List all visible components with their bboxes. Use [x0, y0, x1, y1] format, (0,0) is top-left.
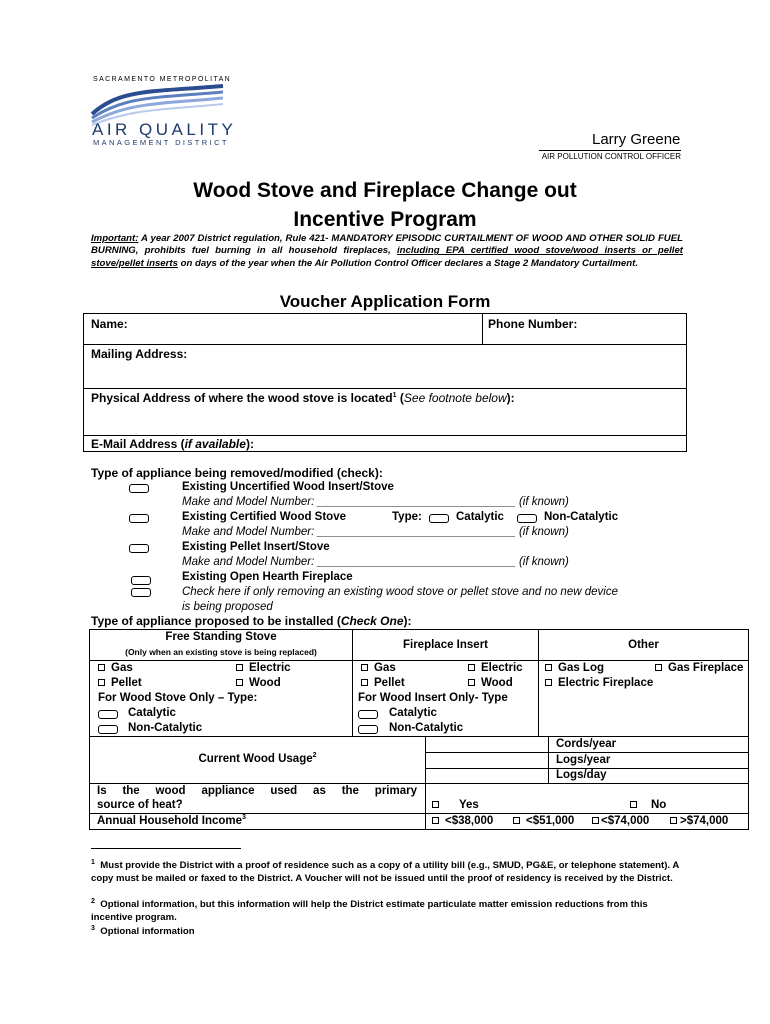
stove-pellet-option[interactable]: Pellet	[98, 677, 142, 689]
opt-pellet: Existing Pellet Insert/Stove	[182, 541, 330, 553]
important-notice: Important: A year 2007 District regulation, Rule 421- MANDATORY EPISODIC CURTAILMENT OF WOOD AND OTHER SOLID FUEL BURNING, prohibits fuel burning in all household fireplaces, including EPA certified wood stove/wood inserts or pellet stove/pellet inserts on days of the year when the Air Pollution Control Officer declares a Stage 2 Mandatory Curtailment.	[91, 233, 683, 269]
open-hearth-checkbox[interactable]	[131, 576, 151, 585]
stove-title: Free Standing Stove	[165, 631, 277, 643]
opt-certified: Existing Certified Wood Stove	[182, 511, 346, 523]
insert-pellet-option[interactable]: Pellet	[361, 677, 405, 689]
uncertified-checkbox[interactable]	[129, 484, 149, 493]
primary-no-option[interactable]: No	[630, 799, 666, 811]
phone-field[interactable]: Phone Number:	[488, 317, 578, 331]
physical-address-field[interactable]: Physical Address of where the wood stove is located$^1$ (See footnote below):	[91, 391, 515, 405]
insert-gas-option[interactable]: Gas	[361, 662, 396, 674]
insert-title: Fireplace Insert	[402, 639, 488, 651]
insert-noncatalytic-label: Non-Catalytic	[389, 722, 464, 734]
removal-only-checkbox[interactable]	[131, 588, 151, 597]
applicant-info-table	[83, 313, 687, 452]
proposed-heading: Type of appliance proposed to be installed (Check One):	[91, 614, 412, 628]
primary-heat-question: Is the wood appliance used as the primary	[97, 785, 417, 797]
primary-heat-question-cont: source of heat?	[97, 799, 183, 811]
name-field[interactable]: Name:	[91, 317, 128, 331]
stove-gas-option[interactable]: Gas	[98, 662, 133, 674]
logo-subtitle: MANAGEMENT DISTRICT	[93, 138, 229, 147]
pellet-checkbox[interactable]	[129, 544, 149, 553]
insert-type-label: For Wood Insert Only- Type	[358, 692, 508, 704]
certified-checkbox[interactable]	[129, 514, 149, 523]
stove-noncatalytic-label: Non-Catalytic	[128, 722, 203, 734]
noncatalytic-checkbox[interactable]	[517, 514, 537, 523]
logo-name: AIR QUALITY	[92, 120, 237, 139]
footnote-divider	[91, 848, 241, 849]
opt-open-hearth: Existing Open Hearth Fireplace	[182, 571, 353, 583]
insert-noncatalytic-checkbox[interactable]	[358, 725, 378, 734]
logs-year-label: Logs/year	[556, 754, 611, 766]
income-label: Annual Household Income$^3$	[97, 814, 246, 827]
cords-year-label: Cords/year	[556, 738, 617, 750]
gas-log-option[interactable]: Gas Log	[545, 662, 604, 674]
catalytic-label: Catalytic	[456, 511, 504, 523]
opt-removal-only: Check here if only removing an existing wood stove or pellet stove and no new device	[182, 586, 618, 598]
stove-catalytic-label: Catalytic	[128, 707, 176, 719]
stove-electric-option[interactable]: Electric	[236, 662, 291, 674]
officer-title: AIR POLLUTION CONTROL OFFICER	[539, 150, 681, 161]
catalytic-checkbox[interactable]	[429, 514, 449, 523]
insert-catalytic-label: Catalytic	[389, 707, 437, 719]
officer-name: Larry Greene	[592, 131, 681, 148]
make-model-2[interactable]: Make and Model Number: _______________________________ (if known)	[182, 526, 569, 538]
insert-electric-option[interactable]: Electric	[468, 662, 523, 674]
footnote-1: $^1$ Must provide the District with a proof of residence such as a copy of a utility bill (e.g., SMUD, PG&E, or telephone statement). A copy must be mailed or faxed to the District. A Voucher will not be issued until the proof of residency is received by the District.	[91, 859, 679, 885]
stove-subtitle: (Only when an existing stove is being replaced)	[125, 647, 317, 657]
opt-removal-only-cont: is being proposed	[182, 601, 273, 613]
usage-input-cell[interactable]	[425, 736, 549, 784]
mailing-address-field[interactable]: Mailing Address:	[91, 347, 188, 361]
stove-catalytic-checkbox[interactable]	[98, 710, 118, 719]
opt-uncertified: Existing Uncertified Wood Insert/Stove	[182, 481, 394, 493]
email-field[interactable]: E-Mail Address (if available):	[91, 437, 254, 451]
make-model-1[interactable]: Make and Model Number: _______________________________ (if known)	[182, 496, 569, 508]
logo-top-text: SACRAMENTO METROPOLITAN	[93, 76, 232, 83]
usage-label: Current Wood Usage$^2$	[198, 752, 317, 765]
income-opt-1[interactable]: <$38,000	[432, 815, 493, 827]
gas-fireplace-option[interactable]: Gas Fireplace	[655, 662, 743, 674]
other-title: Other	[628, 639, 659, 651]
stove-noncatalytic-checkbox[interactable]	[98, 725, 118, 734]
type-label: Type:	[392, 511, 422, 523]
footnote-2: $^2$ Optional information, but this information will help the District estimate particulate matter emission reductions from this incentive program.	[91, 898, 648, 924]
make-model-3[interactable]: Make and Model Number: _______________________________ (if known)	[182, 556, 569, 568]
insert-wood-option[interactable]: Wood	[468, 677, 513, 689]
footnote-3: $^3$ Optional information	[91, 925, 195, 938]
stove-type-label: For Wood Stove Only – Type:	[98, 692, 258, 704]
noncatalytic-label: Non-Catalytic	[544, 511, 619, 523]
electric-fireplace-option[interactable]: Electric Fireplace	[545, 677, 653, 689]
primary-yes-option[interactable]: Yes	[432, 799, 479, 811]
logs-day-label: Logs/day	[556, 769, 607, 781]
stove-wood-option[interactable]: Wood	[236, 677, 281, 689]
form-title: Voucher Application Form	[279, 292, 491, 311]
removed-heading: Type of appliance being removed/modified (check):	[91, 466, 383, 480]
income-opt-4[interactable]: >$74,000	[670, 815, 728, 827]
page-title: Wood Stove and Fireplace Change out Incentive Program	[193, 179, 577, 231]
income-opt-3[interactable]: <$74,000	[592, 815, 649, 827]
income-opt-2[interactable]: <$51,000	[513, 815, 574, 827]
insert-catalytic-checkbox[interactable]	[358, 710, 378, 719]
